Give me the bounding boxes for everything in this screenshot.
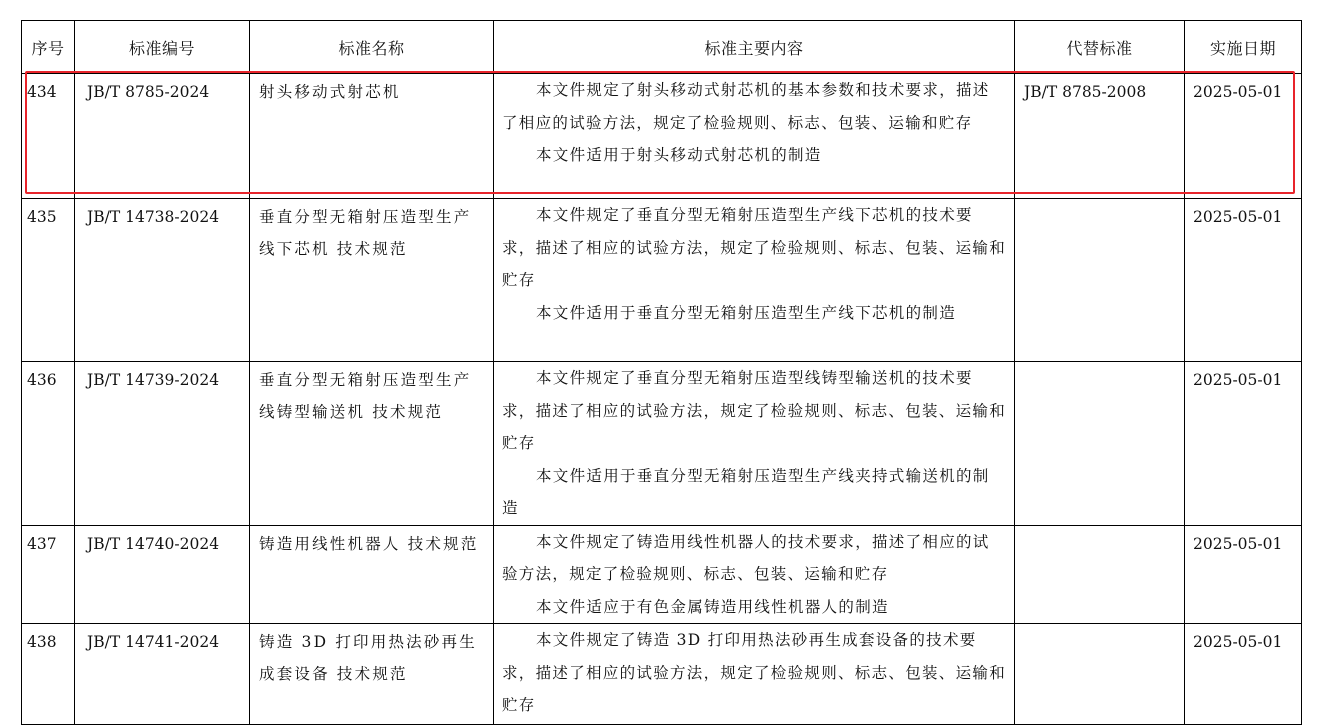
content-paragraph: 本文件适用于射头移动式射芯机的制造 (536, 146, 822, 164)
content-paragraph: 本文件适用于垂直分型无箱射压造型生产线下芯机的制造 (536, 303, 957, 322)
row-replaces (1015, 624, 1185, 725)
table-row (22, 624, 1302, 725)
content-paragraph: 本文件规定了铸造用线性机器人的技术要求，描述了相应的试验方法，规定了检验规则、标志、包装、运输和贮存 (502, 532, 990, 583)
content-paragraph: 本文件规定了铸造 3D 打印用热法砂再生成套设备的技术要求，描述了相应的试验方法，规定了检验规则、标志、包装、运输和贮存 (502, 631, 1007, 714)
header-content: 标准主要内容 (494, 21, 1015, 74)
row-date: 2025-05-01 (1185, 525, 1302, 624)
table-header-row (22, 21, 1302, 74)
row-name: 铸造 3D 打印用热法砂再生成套设备 技术规范 (250, 624, 494, 725)
content-paragraph: 本文件规定了垂直分型无箱射压造型线铸型输送机的技术要求，描述了相应的试验方法，规定了检验规则、标志、包装、运输和贮存 (502, 369, 1007, 452)
row-name: 垂直分型无箱射压造型生产线下芯机 技术规范 (250, 199, 494, 362)
row-replaces: JB/T 8785-2008 (1015, 74, 1185, 199)
table-row (22, 362, 1302, 526)
row-content (494, 74, 1015, 199)
header-no: 序号 (22, 21, 75, 74)
table-row (22, 74, 1302, 199)
header-replaces: 代替标准 (1015, 21, 1185, 74)
row-date: 2025-05-01 (1185, 362, 1302, 526)
table-row (22, 199, 1302, 362)
row-code: JB/T 14741-2024 (75, 624, 250, 725)
header-name: 标准名称 (250, 21, 494, 74)
row-code: JB/T 14739-2024 (75, 362, 250, 526)
row-replaces (1015, 525, 1185, 624)
row-name: 射头移动式射芯机 (250, 74, 494, 199)
row-content (494, 525, 1015, 624)
row-code: JB/T 8785-2024 (75, 74, 250, 199)
row-replaces (1015, 199, 1185, 362)
row-date: 2025-05-01 (1185, 624, 1302, 725)
row-date: 2025-05-01 (1185, 74, 1302, 199)
content-paragraph: 本文件适应于有色金属铸造用线性机器人的制造 (536, 597, 889, 616)
row-date: 2025-05-01 (1185, 199, 1302, 362)
row-name: 垂直分型无箱射压造型生产线铸型输送机 技术规范 (250, 362, 494, 526)
content-paragraph: 本文件规定了射头移动式射芯机的基本参数和技术要求，描述了相应的试验方法，规定了检验规则、标志、包装、运输和贮存 (502, 81, 990, 132)
row-content (494, 624, 1015, 725)
row-no: 437 (22, 525, 75, 624)
row-replaces (1015, 362, 1185, 526)
content-paragraph: 本文件适用于垂直分型无箱射压造型生产线夹持式输送机的制造 (502, 466, 990, 517)
row-no: 436 (22, 362, 75, 526)
header-code: 标准编号 (75, 21, 250, 74)
row-no: 434 (22, 74, 75, 199)
row-code: JB/T 14740-2024 (75, 525, 250, 624)
row-name: 铸造用线性机器人 技术规范 (250, 525, 494, 624)
row-content (494, 199, 1015, 362)
standards-table (21, 20, 1302, 725)
row-no: 435 (22, 199, 75, 362)
row-code: JB/T 14738-2024 (75, 199, 250, 362)
table-row (22, 525, 1302, 624)
content-paragraph: 本文件规定了垂直分型无箱射压造型生产线下芯机的技术要求，描述了相应的试验方法，规定了检验规则、标志、包装、运输和贮存 (502, 206, 1007, 289)
header-date: 实施日期 (1185, 21, 1302, 74)
row-content (494, 362, 1015, 526)
row-no: 438 (22, 624, 75, 725)
